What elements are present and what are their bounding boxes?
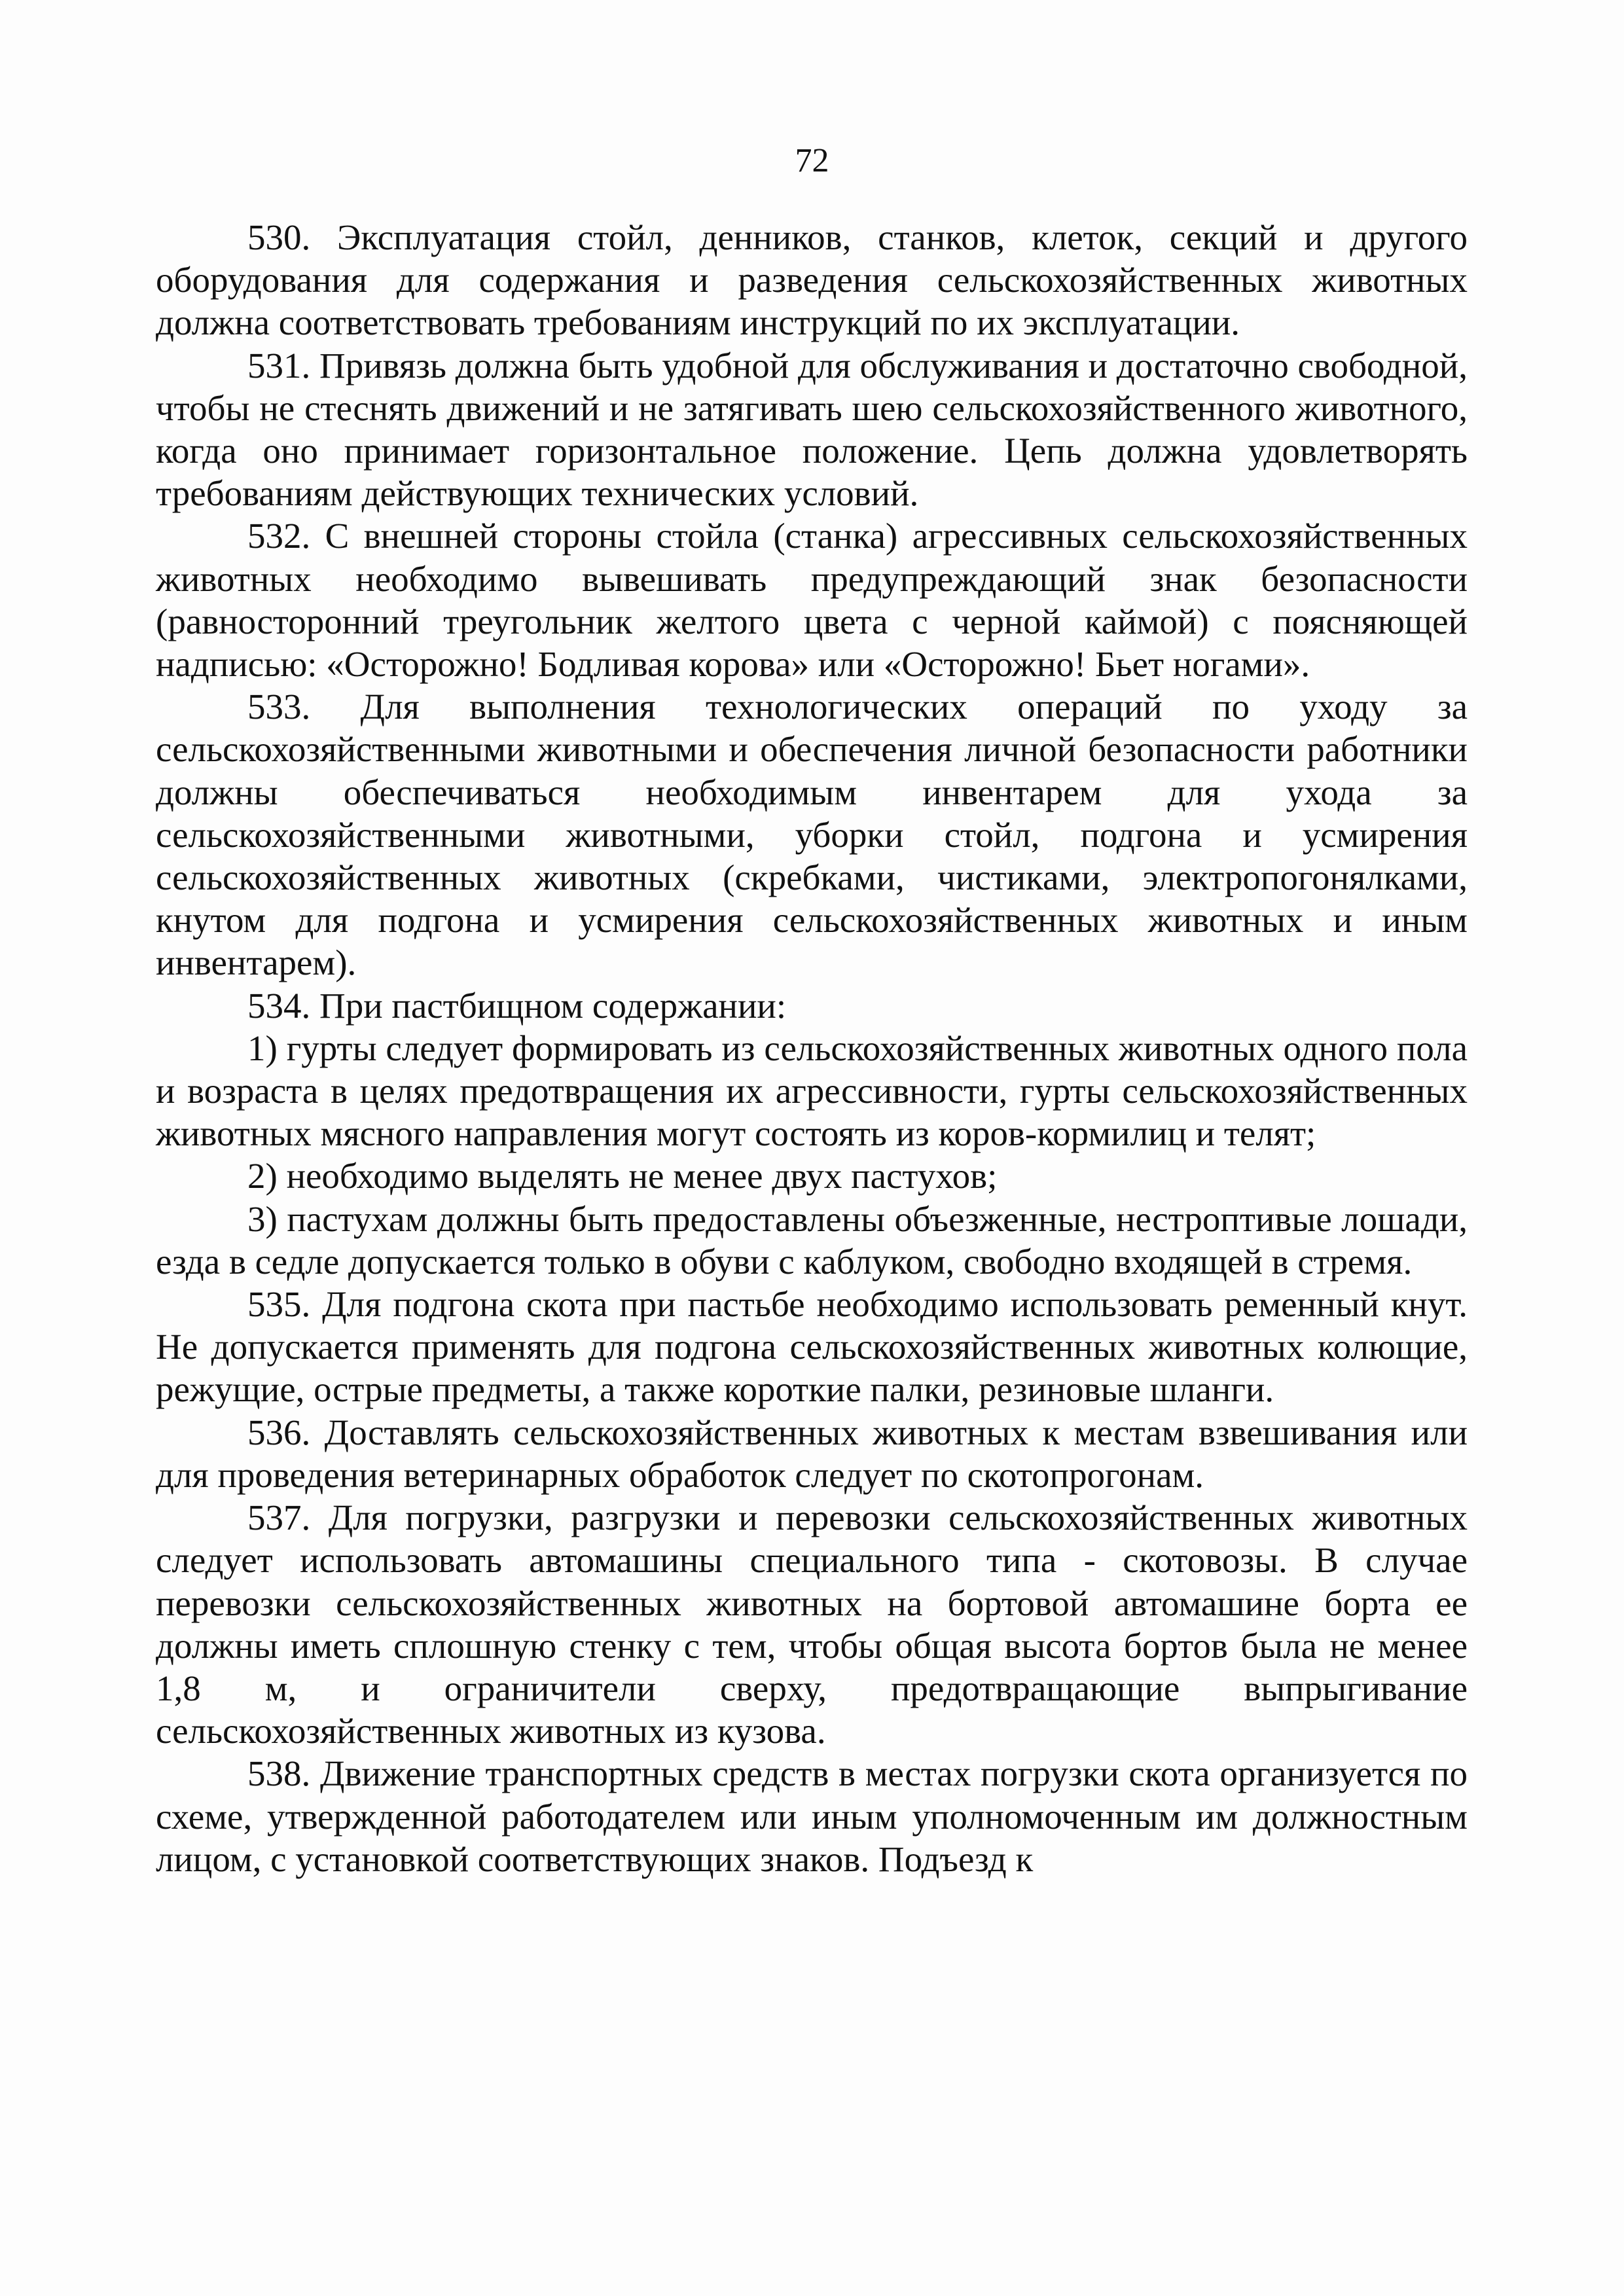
paragraph-535: 535. Для подгона скота при пастьбе необходимо использовать ременный кнут. Не допускается применять для подгона сельскохозяйственных животных колющие, режущие, острые предметы, а также короткие палки, резиновые шланги. bbox=[156, 1284, 1468, 1410]
paragraph-537: 537. Для погрузки, разгрузки и перевозки сельскохозяйственных животных следует использовать автомашины специального типа - скотовозы. В случае перевозки сельскохозяйственных животных на бортовой автомашине борта ее должны иметь сплошную стенку с тем, чтобы общая высота бортов была не менее 1,8 м, и ограничители сверху, предотвращающие выпрыгивание сельскохозяйственных животных из кузова. bbox=[156, 1498, 1468, 1751]
paragraph-538: 538. Движение транспортных средств в местах погрузки скота организуется по схеме, утвержденной работодателем или иным уполномоченным им должностным лицом, с установкой соответствующих знаков. Подъезд к bbox=[156, 1753, 1468, 1879]
list-item-534-1: 1) гурты следует формировать из сельскохозяйственных животных одного пола и возраста в целях предотвращения их агрессивности, гурты сельскохозяйственных животных мясного направления могут состоять из коров-кормилиц и телят; bbox=[156, 1028, 1468, 1154]
list-item-534-2: 2) необходимо выделять не менее двух пастухов; bbox=[247, 1156, 998, 1196]
paragraph-533: 533. Для выполнения технологических операций по уходу за сельскохозяйственными животными и обеспечения личной безопасности работники должны обеспечиваться необходимым инвентарем для ухода за сельскохозяйственными животными, уборки стойл, подгона и усмирения сельскохозяйственных животных (скребками, чистиками, электропогонялками, кнутом для подгона и усмирения сельскохозяйственных животных и иным инвентарем). bbox=[156, 687, 1468, 983]
paragraph-536: 536. Доставлять сельскохозяйственных животных к местам взвешивания или для проведения ветеринарных обработок следует по скотопрогонам. bbox=[156, 1412, 1468, 1495]
list-item-534-3: 3) пастухам должны быть предоставлены объезженные, нестроптивые лошади, езда в седле допускается только в обуви с каблуком, свободно входящей в стремя. bbox=[156, 1198, 1468, 1282]
page-number: 72 bbox=[795, 142, 829, 179]
document-body bbox=[156, 216, 1468, 1880]
paragraph-534: 534. При пастбищном содержании: bbox=[247, 985, 787, 1026]
paragraph-530: 530. Эксплуатация стойл, денников, станков, клеток, секций и другого оборудования для содержания и разведения сельскохозяйственных животных должна соответствовать требованиям инструкций по их эксплуатации. bbox=[156, 217, 1468, 343]
paragraph-532: 532. С внешней стороны стойла (станка) агрессивных сельскохозяйственных животных необходимо вывешивать предупреждающий знак безопасности (равносторонний треугольник желтого цвета с черной каймой) с поясняющей надписью: «Осторожно! Бодливая корова» или «Осторожно! Бьет ногами». bbox=[156, 516, 1468, 685]
paragraph-531: 531. Привязь должна быть удобной для обслуживания и достаточно свободной, чтобы не стеснять движений и не затягивать шею сельскохозяйственного животного, когда оно принимает горизонтальное положение. Цепь должна удовлетворять требованиям действующих технических условий. bbox=[156, 345, 1468, 514]
